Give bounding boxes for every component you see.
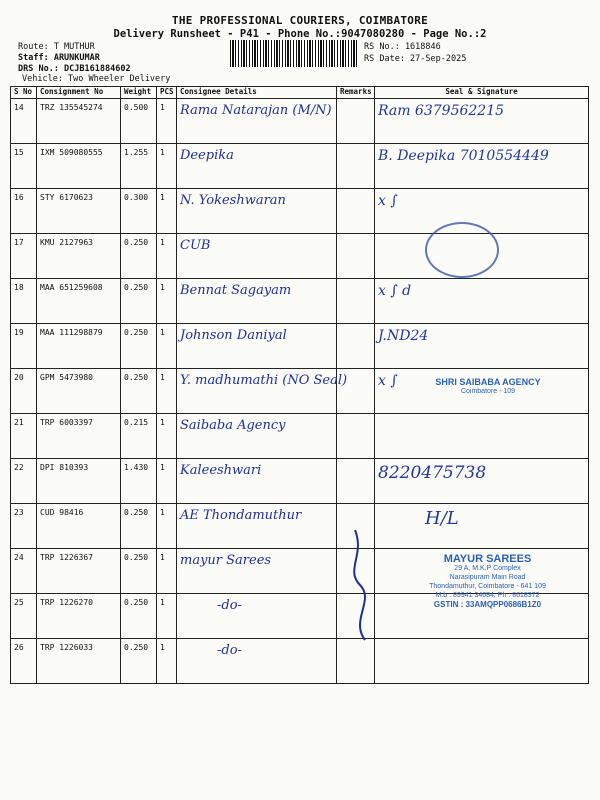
mayur-sarees-stamp bbox=[395, 555, 580, 609]
vehicle: Vehicle: Two Wheeler Delivery bbox=[22, 74, 171, 84]
saibaba-stamp-city: Coimbatore - 109 bbox=[460, 388, 516, 395]
saibaba-stamp bbox=[398, 378, 578, 396]
pcs: 1 bbox=[157, 549, 177, 594]
consignment-no: TRP 1226033 bbox=[37, 639, 121, 684]
sno: 20 bbox=[11, 369, 37, 414]
consignment-no: MAA 111298879 bbox=[37, 324, 121, 369]
signature: J.ND24 bbox=[375, 324, 589, 369]
consignee: -do- bbox=[177, 594, 337, 639]
consignee: CUB bbox=[177, 234, 337, 279]
cub-seal-icon bbox=[425, 222, 499, 278]
table-row bbox=[11, 99, 589, 144]
consignee: AE Thondamuthur bbox=[177, 504, 337, 549]
table-row bbox=[11, 459, 589, 504]
weight: 0.250 bbox=[121, 279, 157, 324]
table-row bbox=[11, 279, 589, 324]
weight: 0.250 bbox=[121, 234, 157, 279]
table-row bbox=[11, 234, 589, 279]
consignee: Y. madhumathi (NO Seal) bbox=[177, 369, 337, 414]
consignee: mayur Sarees bbox=[177, 549, 337, 594]
company-title: THE PROFESSIONAL COURIERS, COIMBATORE bbox=[171, 14, 429, 27]
consignment-no: GPM 5473980 bbox=[37, 369, 121, 414]
sno: 18 bbox=[11, 279, 37, 324]
weight: 0.250 bbox=[121, 324, 157, 369]
sno: 17 bbox=[11, 234, 37, 279]
remarks bbox=[337, 414, 375, 459]
col-pcs: PCS bbox=[157, 87, 177, 99]
sno: 26 bbox=[11, 639, 37, 684]
remarks bbox=[337, 279, 375, 324]
consignee: N. Yokeshwaran bbox=[177, 189, 337, 234]
signature bbox=[375, 414, 589, 459]
consignment-no: TRP 1226367 bbox=[37, 549, 121, 594]
col-seal-signature: Seal & Signature bbox=[375, 87, 589, 99]
consignment-no: KMU 2127963 bbox=[37, 234, 121, 279]
table-header-row bbox=[11, 87, 589, 99]
mayur-stamp-phone: M.b : 89941 34684, Ph : 8618372 bbox=[435, 592, 540, 599]
sno: 25 bbox=[11, 594, 37, 639]
sno: 14 bbox=[11, 99, 37, 144]
pcs: 1 bbox=[157, 504, 177, 549]
consignment-no: TRZ 135545274 bbox=[37, 99, 121, 144]
consignment-no: MAA 651259608 bbox=[37, 279, 121, 324]
signature-bracket-stroke bbox=[325, 525, 385, 645]
sno: 21 bbox=[11, 414, 37, 459]
consignee: Kaleeshwari bbox=[177, 459, 337, 504]
rs-number: RS No.: 1618846 bbox=[364, 42, 441, 52]
sno: 22 bbox=[11, 459, 37, 504]
weight: 0.250 bbox=[121, 504, 157, 549]
staff: Staff: ARUNKUMAR bbox=[18, 53, 100, 63]
pcs: 1 bbox=[157, 144, 177, 189]
pcs: 1 bbox=[157, 639, 177, 684]
consignee: -do- bbox=[177, 639, 337, 684]
weight: 0.250 bbox=[121, 639, 157, 684]
sno: 19 bbox=[11, 324, 37, 369]
mayur-stamp-address-3: Thondamuthur, Coimbatore - 641 109 bbox=[429, 583, 546, 590]
saibaba-stamp-name: SHRI SAIBABA AGENCY bbox=[435, 377, 541, 387]
remarks bbox=[337, 324, 375, 369]
consignment-no: STY 6170623 bbox=[37, 189, 121, 234]
barcode bbox=[230, 40, 358, 67]
table-row bbox=[11, 414, 589, 459]
drs-number: DRS No.: DCJB161884602 bbox=[18, 64, 131, 74]
signature: H/L bbox=[375, 504, 589, 549]
remarks bbox=[337, 144, 375, 189]
remarks bbox=[337, 639, 375, 684]
signature: 8220475738 bbox=[375, 459, 589, 504]
pcs: 1 bbox=[157, 414, 177, 459]
mayur-stamp-name: MAYUR SAREES bbox=[443, 553, 532, 565]
consignment-no: DPI 810393 bbox=[37, 459, 121, 504]
consignee: Saibaba Agency bbox=[177, 414, 337, 459]
weight: 0.250 bbox=[121, 369, 157, 414]
col-sno: S No bbox=[11, 87, 37, 99]
sno: 24 bbox=[11, 549, 37, 594]
runsheet-title: Delivery Runsheet - P41 - Phone No.:9047080280 - Page No.:2 bbox=[113, 28, 487, 40]
consignment-no: IXM 509080555 bbox=[37, 144, 121, 189]
weight: 1.255 bbox=[121, 144, 157, 189]
mayur-stamp-gstin: GSTIN : 33AMQPP0686B1Z0 bbox=[433, 600, 542, 609]
remarks bbox=[337, 189, 375, 234]
pcs: 1 bbox=[157, 459, 177, 504]
pcs: 1 bbox=[157, 594, 177, 639]
mayur-stamp-address-1: 29 A, M.K.P Complex bbox=[454, 565, 521, 572]
table-row bbox=[11, 639, 589, 684]
pcs: 1 bbox=[157, 99, 177, 144]
consignee: Bennat Sagayam bbox=[177, 279, 337, 324]
consignee: Rama Natarajan (M/N) bbox=[177, 99, 337, 144]
signature: Ram 6379562215 bbox=[375, 99, 589, 144]
remarks bbox=[337, 459, 375, 504]
pcs: 1 bbox=[157, 234, 177, 279]
col-remarks: Remarks bbox=[337, 87, 375, 99]
remarks bbox=[337, 234, 375, 279]
consignee: Deepika bbox=[177, 144, 337, 189]
pcs: 1 bbox=[157, 369, 177, 414]
weight: 0.500 bbox=[121, 99, 157, 144]
sno: 15 bbox=[11, 144, 37, 189]
weight: 0.250 bbox=[121, 549, 157, 594]
signature: x ∫ bbox=[375, 369, 589, 414]
pcs: 1 bbox=[157, 189, 177, 234]
table-row bbox=[11, 189, 589, 234]
consignment-no: CUD 98416 bbox=[37, 504, 121, 549]
pcs: 1 bbox=[157, 279, 177, 324]
consignee: Johnson Daniyal bbox=[177, 324, 337, 369]
rs-date: RS Date: 27-Sep-2025 bbox=[364, 54, 467, 64]
pcs: 1 bbox=[157, 324, 177, 369]
sno: 23 bbox=[11, 504, 37, 549]
signature: B. Deepika 7010554449 bbox=[375, 144, 589, 189]
weight: 0.250 bbox=[121, 594, 157, 639]
col-consignee: Consignee Details bbox=[177, 87, 337, 99]
sno: 16 bbox=[11, 189, 37, 234]
table-row bbox=[11, 144, 589, 189]
col-weight: Weight bbox=[121, 87, 157, 99]
consignment-no: TRP 6003397 bbox=[37, 414, 121, 459]
weight: 0.300 bbox=[121, 189, 157, 234]
mayur-stamp-address-2: Narasipuram Main Road bbox=[449, 574, 526, 581]
signature: x ∫ d bbox=[375, 279, 589, 324]
route: Route: T MUTHUR bbox=[18, 42, 95, 52]
table-row bbox=[11, 324, 589, 369]
table-row bbox=[11, 504, 589, 549]
signature bbox=[375, 639, 589, 684]
signature: x ∫ bbox=[375, 189, 589, 234]
consignment-no: TRP 1226270 bbox=[37, 594, 121, 639]
weight: 0.215 bbox=[121, 414, 157, 459]
remarks bbox=[337, 99, 375, 144]
col-consignment: Consignment No bbox=[37, 87, 121, 99]
weight: 1.430 bbox=[121, 459, 157, 504]
